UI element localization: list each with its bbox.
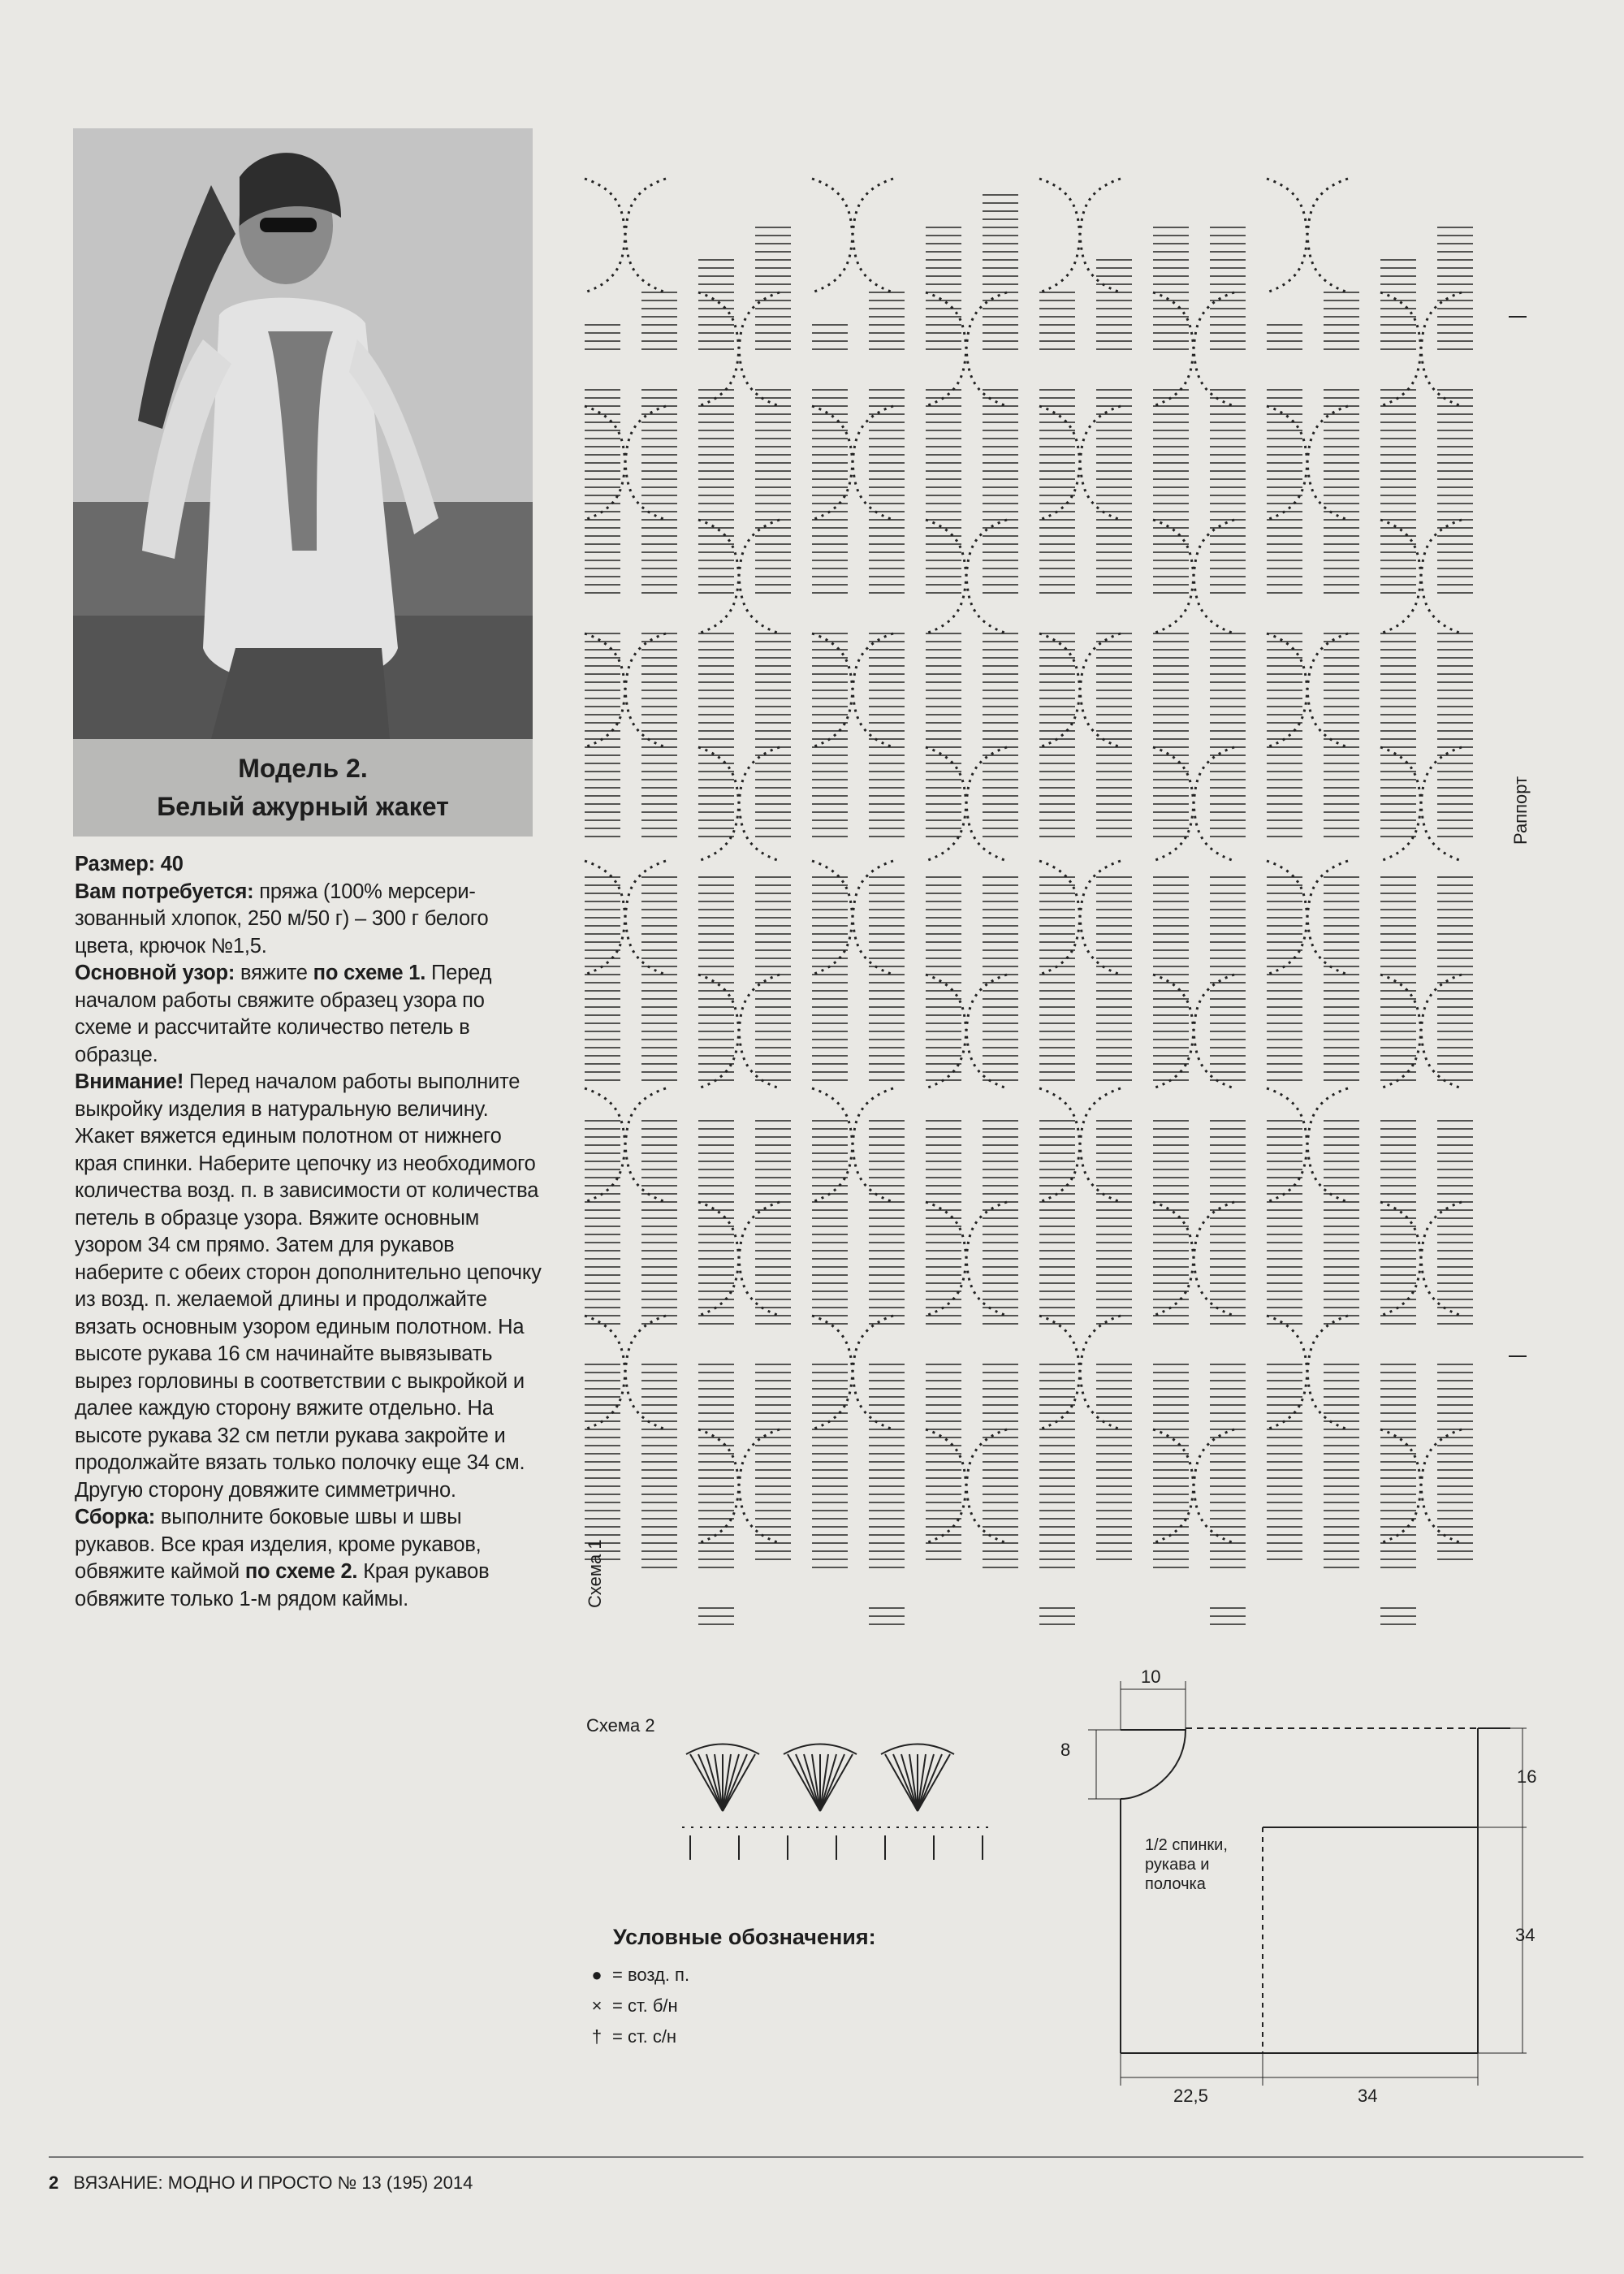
size-line: Размер: 40 xyxy=(75,853,184,875)
legend-item-single: × = ст. б/н xyxy=(586,1991,876,2021)
double-crochet-icon: † xyxy=(591,2026,603,2047)
rapport-label: Раппорт xyxy=(1510,776,1531,845)
footer-rule xyxy=(49,2156,1583,2158)
chain-stitch-icon: ● xyxy=(591,1965,603,1985)
scheme-2-label: Схема 2 xyxy=(586,1715,655,1736)
assembly: Сборка: выполните боковые швы и швы рукавов. Все края изделия, кроме рукавов, обвяжите каймой по схеме 2. Края рукавов обвяжите только 1-м рядом каймы. xyxy=(75,1506,490,1610)
model-title: Белый ажурный жакет xyxy=(157,792,449,821)
magazine-title: ВЯЗАНИЕ: МОДНО И ПРОСТО № 13 (195) 2014 xyxy=(73,2172,473,2193)
page-number: 2 xyxy=(49,2172,59,2193)
dim-sleeve-height: 16 xyxy=(1517,1766,1537,1787)
dim-bottom-left: 22,5 xyxy=(1173,2086,1208,2106)
dim-bottom-right: 34 xyxy=(1358,2086,1378,2106)
single-crochet-icon: × xyxy=(591,1995,603,2016)
legend-item-double: † = ст. с/н xyxy=(586,2021,876,2052)
materials: Вам потребуется: пряжа (100% мерсери-зованный хлопок, 250 м/50 г) – 300 г белого цвета, крючок №1,5. xyxy=(75,880,489,958)
dim-front-height: 34 xyxy=(1515,1925,1535,1945)
crochet-chart-scheme-1 xyxy=(568,114,1567,1689)
model-number: Модель 2. xyxy=(238,754,368,783)
body-instructions: Жакет вяжется единым полотном от нижнего края спинки. Наберите цепочку из необходимого количества возд. п. в зависимости от количества петель в образце узора. Вяжите основным узором 34 см прямо. Затем для рукавов наберите с обеих сторон дополнительно цепочку из возд. п. желаемой длины и продолжайте вязать основным узором единым полотном. На высоте рукава 16 см начинайте вывязывать вырез горловины в соответствии с выкройкой и далее каждую сторону вяжите отдельно. На высоте рукава 32 см петли рукава закройте и продолжайте вязать только полочку еще 34 см. Другую сторону довяжите симметрично. xyxy=(75,1125,542,1502)
scheme-1-label: Схема 1 xyxy=(585,1539,605,1608)
model-caption xyxy=(73,739,533,837)
footer xyxy=(49,2172,473,2194)
legend-title: Условные обозначения: xyxy=(613,1925,876,1949)
crochet-chart-scheme-2 xyxy=(674,1738,999,1900)
dim-neck-depth: 8 xyxy=(1060,1740,1071,1760)
main-pattern: Основной узор: вяжите по схеме 1. Перед началом работы свяжите образец узора по схеме и рассчитайте количество петель в образце. xyxy=(75,962,492,1066)
pattern-piece-label: 1/2 спинки, рукава и полочка xyxy=(1145,1836,1228,1893)
dim-neck-width: 10 xyxy=(1141,1667,1161,1687)
legend xyxy=(586,1925,876,2052)
attention: Внимание! Перед началом работы выполните выкройку изделия в натуральную величину. xyxy=(75,1070,520,1121)
legend-item-chain: ● = возд. п. xyxy=(586,1960,876,1991)
model-photo xyxy=(73,128,533,739)
pattern-piece-diagram xyxy=(1056,1641,1608,2144)
instructions xyxy=(75,851,546,1613)
